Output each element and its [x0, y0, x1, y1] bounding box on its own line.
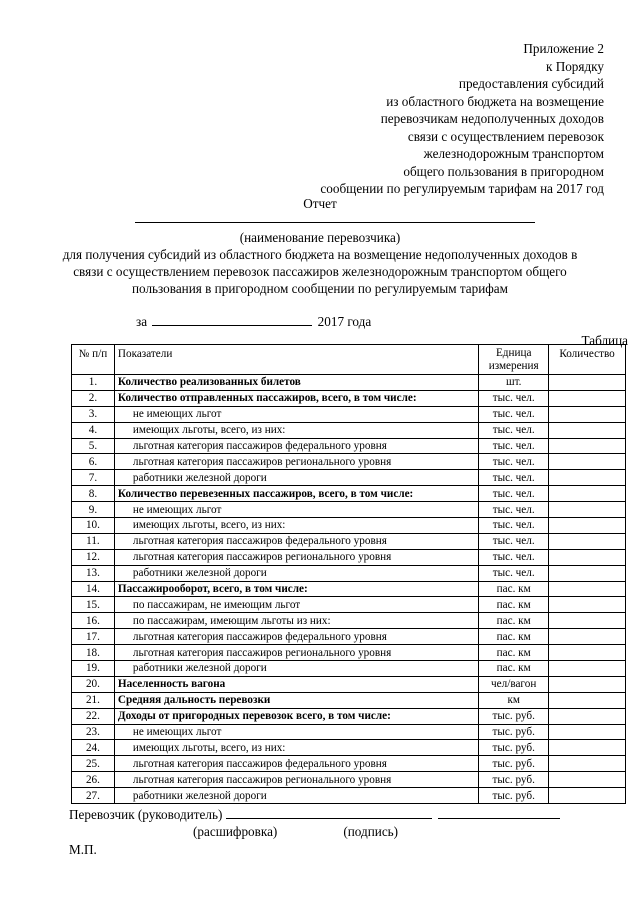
table-row	[72, 724, 626, 740]
row-unit: чел/вагон	[479, 676, 549, 692]
row-num: 23.	[72, 724, 115, 740]
row-unit: тыс. чел.	[479, 518, 549, 534]
row-quantity-cell[interactable]	[549, 470, 626, 486]
table-row	[72, 518, 626, 534]
row-indicator: льготная категория пассажиров регионального уровня	[114, 645, 478, 661]
row-quantity-cell[interactable]	[549, 597, 626, 613]
table-row	[72, 581, 626, 597]
row-indicator: Количество реализованных билетов	[114, 375, 478, 391]
table-row	[72, 565, 626, 581]
row-indicator: по пассажирам, не имеющим льгот	[114, 597, 478, 613]
row-num: 7.	[72, 470, 115, 486]
row-unit: тыс. чел.	[479, 438, 549, 454]
row-unit: тыс. чел.	[479, 533, 549, 549]
stamp-placeholder: М.П.	[69, 842, 97, 857]
row-num: 22.	[72, 708, 115, 724]
table-row	[72, 454, 626, 470]
row-quantity-cell[interactable]	[549, 772, 626, 788]
row-indicator: не имеющих льгот	[114, 502, 478, 518]
row-quantity-cell[interactable]	[549, 676, 626, 692]
carrier-name-field[interactable]	[135, 222, 535, 223]
row-unit: тыс. чел.	[479, 549, 549, 565]
appendix-line: из областного бюджета на возмещение	[386, 93, 604, 109]
row-indicator: Доходы от пригородных перевозок всего, в том числе:	[114, 708, 478, 724]
row-indicator: работники железной дороги	[114, 788, 478, 804]
row-num: 1.	[72, 375, 115, 391]
table-row	[72, 502, 626, 518]
table-row	[72, 772, 626, 788]
period-field[interactable]	[152, 314, 312, 326]
row-unit: тыс. чел.	[479, 486, 549, 502]
row-unit: тыс. чел.	[479, 470, 549, 486]
row-num: 19.	[72, 661, 115, 677]
row-indicator: Количество перевезенных пассажиров, всего, в том числе:	[114, 486, 478, 502]
row-unit: тыс. руб.	[479, 708, 549, 724]
row-indicator: по пассажирам, имеющим льготы из них:	[114, 613, 478, 629]
row-unit: тыс. руб.	[479, 740, 549, 756]
row-indicator: льготная категория пассажиров регионального уровня	[114, 772, 478, 788]
carrier-signature-line	[69, 806, 560, 823]
row-quantity-cell[interactable]	[549, 454, 626, 470]
row-num: 12.	[72, 549, 115, 565]
appendix-line: общего пользования в пригородном	[403, 163, 604, 179]
row-num: 10.	[72, 518, 115, 534]
row-quantity-cell[interactable]	[549, 406, 626, 422]
row-num: 11.	[72, 533, 115, 549]
table-row	[72, 756, 626, 772]
row-indicator: работники железной дороги	[114, 470, 478, 486]
row-indicator: льготная категория пассажиров федерального уровня	[114, 756, 478, 772]
appendix-line: железнодорожным транспортом	[423, 146, 604, 161]
row-indicator: льготная категория пассажиров федерального уровня	[114, 533, 478, 549]
row-num: 17.	[72, 629, 115, 645]
row-unit: пас. км	[479, 645, 549, 661]
row-unit: км	[479, 692, 549, 708]
appendix-line: предоставления субсидий	[458, 76, 604, 91]
row-unit: пас. км	[479, 661, 549, 677]
table-row	[72, 740, 626, 756]
row-quantity-cell[interactable]	[549, 629, 626, 645]
table-row	[72, 676, 626, 692]
row-quantity-cell[interactable]	[549, 502, 626, 518]
row-num: 2.	[72, 390, 115, 406]
decoding-field[interactable]	[226, 807, 432, 819]
table-row	[72, 661, 626, 677]
row-unit: шт.	[479, 375, 549, 391]
row-quantity-cell[interactable]	[549, 740, 626, 756]
row-num: 4.	[72, 422, 115, 438]
row-num: 21.	[72, 692, 115, 708]
appendix-line: связи с осуществлением перевозок	[407, 128, 604, 144]
table-row	[72, 438, 626, 454]
table-row	[72, 645, 626, 661]
row-unit: пас. км	[479, 581, 549, 597]
row-quantity-cell[interactable]	[549, 486, 626, 502]
appendix-line: перевозчикам недополученных доходов	[380, 111, 604, 126]
row-num: 5.	[72, 438, 115, 454]
table-row	[72, 406, 626, 422]
row-unit: тыс. руб.	[479, 756, 549, 772]
row-indicator: работники железной дороги	[114, 565, 478, 581]
row-indicator: имеющих льготы, всего, из них:	[114, 422, 478, 438]
row-unit: тыс. чел.	[479, 406, 549, 422]
signature-field[interactable]	[438, 807, 560, 819]
report-title: Отчет	[303, 196, 337, 211]
row-unit: пас. км	[479, 629, 549, 645]
row-quantity-cell[interactable]	[549, 708, 626, 724]
row-num: 24.	[72, 740, 115, 756]
row-unit: пас. км	[479, 597, 549, 613]
row-quantity-cell[interactable]	[549, 565, 626, 581]
row-quantity-cell[interactable]	[549, 724, 626, 740]
report-period	[136, 313, 371, 330]
row-unit: тыс. руб.	[479, 724, 549, 740]
header-num: № п/п	[72, 345, 115, 375]
period-prefix: за	[136, 314, 148, 329]
appendix-line: к Порядку	[545, 58, 604, 74]
row-quantity-cell[interactable]	[549, 645, 626, 661]
row-num: 16.	[72, 613, 115, 629]
row-unit: тыс. чел.	[479, 454, 549, 470]
table-row	[72, 486, 626, 502]
row-indicator: Средняя дальность перевозки	[114, 692, 478, 708]
table-row	[72, 549, 626, 565]
row-num: 3.	[72, 406, 115, 422]
appendix-header	[244, 40, 604, 198]
signature-caption: (подпись)	[343, 824, 399, 839]
row-indicator: не имеющих льгот	[114, 724, 478, 740]
row-num: 13.	[72, 565, 115, 581]
row-quantity-cell[interactable]	[549, 533, 626, 549]
row-quantity-cell[interactable]	[549, 422, 626, 438]
row-indicator: Населенность вагона	[114, 676, 478, 692]
row-quantity-cell[interactable]	[549, 581, 626, 597]
row-num: 14.	[72, 581, 115, 597]
table-row	[72, 375, 626, 391]
signature-captions	[193, 823, 398, 840]
row-unit: тыс. руб.	[479, 772, 549, 788]
row-quantity-cell[interactable]	[549, 756, 626, 772]
table-row	[72, 390, 626, 406]
header-indicator: Показатели	[114, 345, 478, 375]
row-indicator: льготная категория пассажиров федерального уровня	[114, 438, 478, 454]
row-unit: тыс. чел.	[479, 502, 549, 518]
table-row	[72, 613, 626, 629]
row-quantity-cell[interactable]	[549, 375, 626, 391]
row-indicator: не имеющих льгот	[114, 406, 478, 422]
row-num: 26.	[72, 772, 115, 788]
appendix-line: Приложение 2	[523, 41, 604, 56]
table-row	[72, 708, 626, 724]
table-label: Таблица	[581, 333, 628, 348]
row-unit: тыс. чел.	[479, 390, 549, 406]
period-suffix: 2017 года	[317, 314, 372, 329]
appendix-line: сообщении по регулируемым тарифам на 2017 год	[320, 181, 604, 196]
row-num: 9.	[72, 502, 115, 518]
table-row	[72, 788, 626, 804]
row-indicator: Пассажирооборот, всего, в том числе:	[114, 581, 478, 597]
report-purpose: для получения субсидий из областного бюджета на возмещение недополученных доходов в связи с осуществлением перевозок пассажиров железнодорожным транспортом общего пользования в пригородном сообщении по регулируемым тарифам	[62, 247, 578, 296]
row-num: 6.	[72, 454, 115, 470]
header-quantity: Количество	[549, 345, 626, 375]
table-row	[72, 692, 626, 708]
table-header-row	[72, 345, 626, 375]
row-num: 25.	[72, 756, 115, 772]
table-row	[72, 533, 626, 549]
row-quantity-cell[interactable]	[549, 438, 626, 454]
header-unit: Едница измерения	[479, 345, 549, 375]
row-quantity-cell[interactable]	[549, 661, 626, 677]
row-quantity-cell[interactable]	[549, 518, 626, 534]
row-indicator: работники железной дороги	[114, 661, 478, 677]
row-quantity-cell[interactable]	[549, 613, 626, 629]
row-unit: пас. км	[479, 613, 549, 629]
row-indicator: Количество отправленных пассажиров, всего, в том числе:	[114, 390, 478, 406]
decoding-caption: (расшифровка)	[193, 824, 278, 839]
row-indicator: льготная категория пассажиров регионального уровня	[114, 454, 478, 470]
carrier-name-caption: (наименование перевозчика)	[239, 230, 401, 245]
row-unit: тыс. руб.	[479, 788, 549, 804]
row-num: 27.	[72, 788, 115, 804]
row-indicator: имеющих льготы, всего, из них:	[114, 518, 478, 534]
table-row	[72, 470, 626, 486]
row-indicator: льготная категория пассажиров федерального уровня	[114, 629, 478, 645]
carrier-label: Перевозчик (руководитель)	[69, 807, 223, 822]
row-num: 8.	[72, 486, 115, 502]
table-row	[72, 629, 626, 645]
row-num: 18.	[72, 645, 115, 661]
row-indicator: имеющих льготы, всего, из них:	[114, 740, 478, 756]
row-unit: тыс. чел.	[479, 422, 549, 438]
row-quantity-cell[interactable]	[549, 692, 626, 708]
row-quantity-cell[interactable]	[549, 788, 626, 804]
row-unit: тыс. чел.	[479, 565, 549, 581]
row-num: 20.	[72, 676, 115, 692]
row-indicator: льготная категория пассажиров регионального уровня	[114, 549, 478, 565]
table-row	[72, 422, 626, 438]
row-num: 15.	[72, 597, 115, 613]
row-quantity-cell[interactable]	[549, 549, 626, 565]
table-row	[72, 597, 626, 613]
row-quantity-cell[interactable]	[549, 390, 626, 406]
report-table	[71, 344, 626, 804]
